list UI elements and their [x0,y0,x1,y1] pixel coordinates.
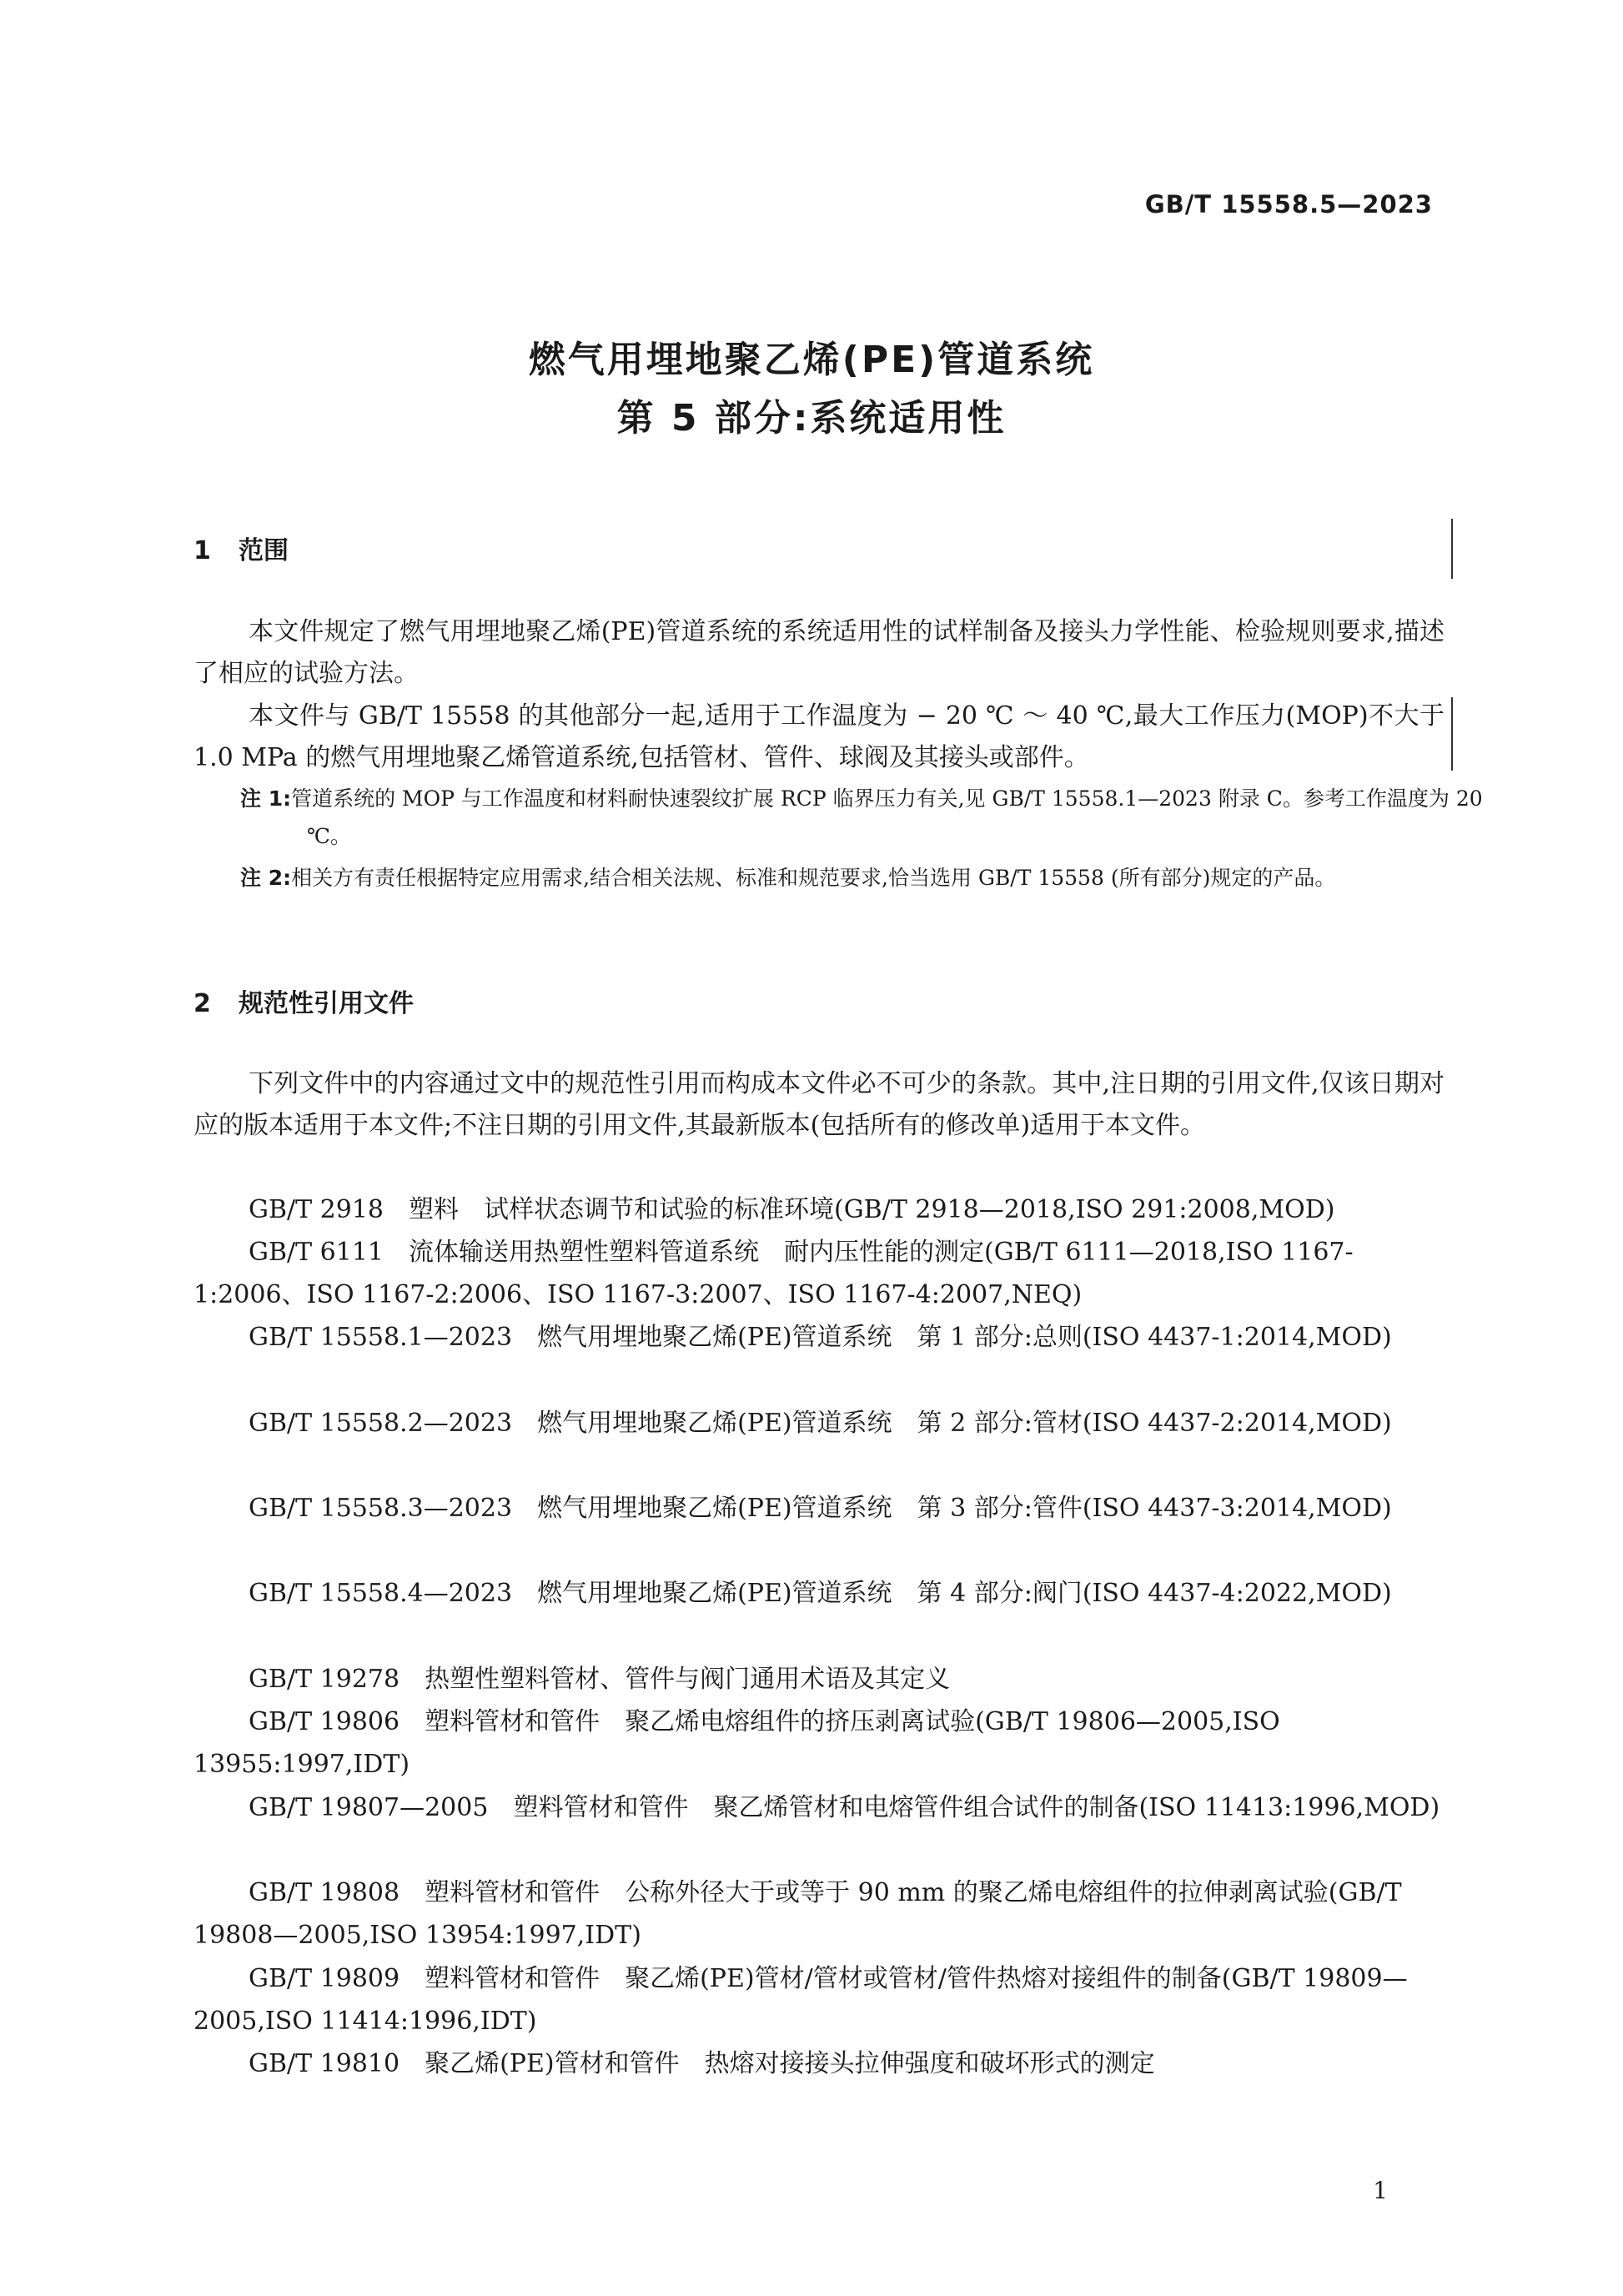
reference-entry: GB/T 19810 聚乙烯(PE)管材和管件 热熔对接接头拉伸强度和破坏形式的测定 [249,2049,1155,2078]
reference-entry: GB/T 19806 塑料管材和管件 聚乙烯电熔组件的挤压剥离试验(GB/T 19806—2005,ISO 13955:1997,IDT) [193,1707,1280,1779]
note-label: 注 2: [240,866,292,890]
document-title: 燃气用埋地聚乙烯(PE)管道系统 [528,339,1095,381]
reference-entry: GB/T 15558.3—2023 燃气用埋地聚乙烯(PE)管道系统 第 3 部分:管件(ISO 4437-3:2014,MOD) [249,1494,1392,1523]
section-title: 规范性引用文件 [239,989,414,1018]
note-2 [240,859,1511,897]
paragraph: 下列文件中的内容通过文中的规范性引用而构成本文件必不可少的条款。其中,注日期的引用文件,仅该日期对应的版本适用于本文件;不注日期的引用文件,其最新版本(包括所有的修改单)适用于本文件。 [193,1069,1445,1140]
change-bar [1451,519,1453,579]
note-label: 注 1: [240,786,292,811]
paragraph: 本文件规定了燃气用埋地聚乙烯(PE)管道系统的系统适用性的试样制备及接头力学性能、检验规则要求,描述了相应的试验方法。 [193,617,1445,688]
paragraph: 本文件与 GB/T 15558 的其他部分一起,适用于工作温度为 − 20 ℃ ～ 40 ℃,最大工作压力(MOP)不大于 1.0 MPa 的燃气用埋地聚乙烯管道系统,包括管材、管件、球阀及其接头或部件。 [193,701,1445,772]
section-number: 2 [193,989,211,1018]
document-subtitle: 第 5 部分:系统适用性 [616,397,1007,440]
reference-entry: GB/T 15558.4—2023 燃气用埋地聚乙烯(PE)管道系统 第 4 部分:阀门(ISO 4437-4:2022,MOD) [249,1579,1392,1608]
page-number: 1 [1373,2177,1388,2204]
section-number: 1 [193,536,211,565]
note-1 [240,780,1511,855]
change-bar [1451,697,1453,771]
reference-entry: GB/T 15558.2—2023 燃气用埋地聚乙烯(PE)管道系统 第 2 部分:管材(ISO 4437-2:2014,MOD) [249,1409,1392,1438]
reference-entry: GB/T 19809 塑料管材和管件 聚乙烯(PE)管材/管材或管材/管件热熔对接组件的制备(GB/T 19809—2005,ISO 11414:1996,IDT) [193,1964,1408,2036]
section-2-heading [193,982,414,1019]
document-code: GB/T 15558.5—2023 [1144,190,1433,219]
reference-entry: GB/T 19808 塑料管材和管件 公称外径大于或等于 90 mm 的聚乙烯电熔组件的拉伸剥离试验(GB/T 19808—2005,ISO 13954:1997,IDT) [193,1878,1402,1950]
reference-entry: GB/T 15558.1—2023 燃气用埋地聚乙烯(PE)管道系统 第 1 部分:总则(ISO 4437-1:2014,MOD) [249,1323,1392,1352]
reference-entry: GB/T 19278 热塑性塑料管材、管件与阀门通用术语及其定义 [249,1665,951,1694]
reference-entry: GB/T 6111 流体输送用热塑性塑料管道系统 耐内压性能的测定(GB/T 6111—2018,ISO 1167-1:2006、ISO 1167-2:2006、ISO 1167-3:2007、ISO 1167-4:2007,NEQ) [193,1238,1354,1309]
section-1-heading [193,530,289,566]
reference-entry: GB/T 19807—2005 塑料管材和管件 聚乙烯管材和电熔管件组合试件的制备(ISO 11413:1996,MOD) [249,1793,1440,1822]
section-title: 范围 [239,536,289,565]
reference-entry: GB/T 2918 塑料 试样状态调节和试验的标准环境(GB/T 2918—2018,ISO 291:2008,MOD) [249,1195,1335,1224]
note-text: 管道系统的 MOP 与工作温度和材料耐快速裂纹扩展 RCP 临界压力有关,见 GB/T 15558.1—2023 附录 C。参考工作温度为 20 ℃。 [291,786,1483,848]
note-text: 相关方有责任根据特定应用需求,结合相关法规、标准和规范要求,恰当选用 GB/T 15558 (所有部分)规定的产品。 [291,866,1336,890]
